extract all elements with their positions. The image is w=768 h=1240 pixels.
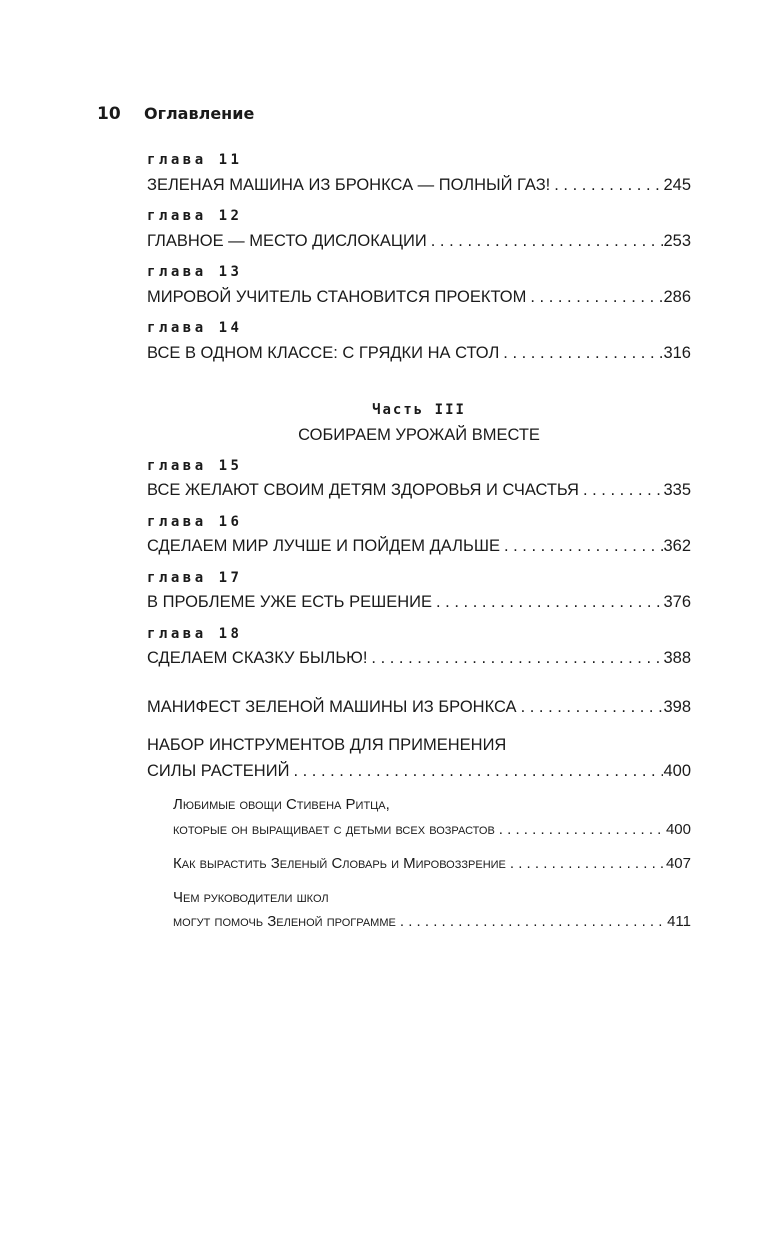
toc-entry-manifest[interactable]: [147, 698, 691, 717]
subentry-title-line1: Любимые овощи Стивена Ритца,: [173, 796, 390, 813]
toc-entry[interactable]: [147, 537, 691, 556]
part-title: СОБИРАЕМ УРОЖАЙ ВМЕСТЕ: [298, 426, 540, 444]
entry-page: .316: [658, 344, 691, 362]
toc-subentry[interactable]: [173, 913, 691, 930]
dot-leader: [289, 762, 663, 781]
entry-title: СИЛЫ РАСТЕНИЙ: [147, 762, 290, 780]
entry-title: МИРОВОЙ УЧИТЕЛЬ СТАНОВИТСЯ ПРОЕКТОМ: [147, 288, 527, 306]
toc-subentry[interactable]: [173, 855, 691, 872]
toc-entry[interactable]: [147, 593, 691, 612]
entry-title: МАНИФЕСТ ЗЕЛЕНОЙ МАШИНЫ ИЗ БРОНКСА: [147, 698, 517, 716]
page-number: 10: [97, 104, 121, 124]
entry-page: 376: [663, 593, 691, 611]
dot-leader: [500, 537, 664, 556]
entry-title: СДЕЛАЕМ МИР ЛУЧШЕ И ПОЙДЕМ ДАЛЬШЕ: [147, 537, 500, 555]
entry-title: ЗЕЛЕНАЯ МАШИНА ИЗ БРОНКСА — ПОЛНЫЙ ГАЗ!: [147, 176, 551, 194]
subentry-title-line1: Чем руководители школ: [173, 889, 329, 906]
entry-title: ВСЕ В ОДНОМ КЛАССЕ: С ГРЯДКИ НА СТОЛ: [147, 344, 500, 362]
entry-title: В ПРОБЛЕМЕ УЖЕ ЕСТЬ РЕШЕНИЕ: [147, 593, 433, 611]
dot-leader: [396, 913, 667, 930]
table-of-contents: [147, 0, 691, 1240]
entry-page: 398: [663, 698, 691, 716]
entry-title: могут помочь Зеленой программе: [173, 913, 396, 930]
toolkit-title-line1: НАБОР ИНСТРУМЕНТОВ ДЛЯ ПРИМЕНЕНИЯ: [147, 736, 507, 754]
section-title: Оглавление: [144, 104, 255, 123]
toc-entry[interactable]: [147, 481, 691, 500]
chapter-label: глава 18: [147, 626, 243, 642]
toc-entry[interactable]: [147, 232, 691, 251]
toc-subentry[interactable]: [173, 821, 691, 838]
entry-page: 286: [663, 288, 691, 306]
dot-leader: [517, 698, 664, 717]
dot-leader: [506, 855, 666, 872]
part-label: Часть III: [372, 402, 466, 418]
toc-entry[interactable]: [147, 176, 691, 195]
dot-leader: [495, 821, 666, 838]
dot-leader: [526, 288, 663, 307]
entry-page: 400: [665, 821, 691, 838]
chapter-label: глава 13: [147, 264, 243, 280]
chapter-label: глава 11: [147, 152, 243, 168]
entry-title: ВСЕ ЖЕЛАЮТ СВОИМ ДЕТЯМ ЗДОРОВЬЯ И СЧАСТЬЯ: [147, 481, 579, 499]
entry-title: СДЕЛАЕМ СКАЗКУ БЫЛЬЮ!: [147, 649, 368, 667]
entry-page: 335: [663, 481, 691, 499]
entry-page: 245: [663, 176, 691, 194]
entry-page: 400: [663, 762, 691, 780]
entry-page: 253: [663, 232, 691, 250]
dot-leader: [579, 481, 664, 500]
entry-title: ГЛАВНОЕ — МЕСТО ДИСЛОКАЦИИ: [147, 232, 427, 250]
chapter-label: глава 16: [147, 514, 243, 530]
chapter-label: глава 14: [147, 320, 243, 336]
toc-entry[interactable]: [147, 288, 691, 307]
dot-leader: [499, 344, 659, 363]
entry-title: Как вырастить Зеленый Словарь и Мировоззрение: [173, 855, 506, 872]
dot-leader: [427, 232, 664, 251]
dot-leader: [367, 649, 663, 668]
dot-leader: [432, 593, 663, 612]
toc-entry[interactable]: [147, 344, 691, 363]
toc-entry[interactable]: [147, 649, 691, 668]
toc-entry-toolkit[interactable]: [147, 762, 691, 781]
entry-title: которые он выращивает с детьми всех возрастов: [173, 821, 495, 838]
chapter-label: глава 12: [147, 208, 243, 224]
entry-page: 407: [665, 855, 691, 872]
dot-leader: [550, 176, 663, 195]
chapter-label: глава 17: [147, 570, 243, 586]
entry-page: 362: [663, 537, 691, 555]
chapter-label: глава 15: [147, 458, 243, 474]
entry-page: 388: [663, 649, 691, 667]
entry-page: 411: [667, 913, 691, 930]
